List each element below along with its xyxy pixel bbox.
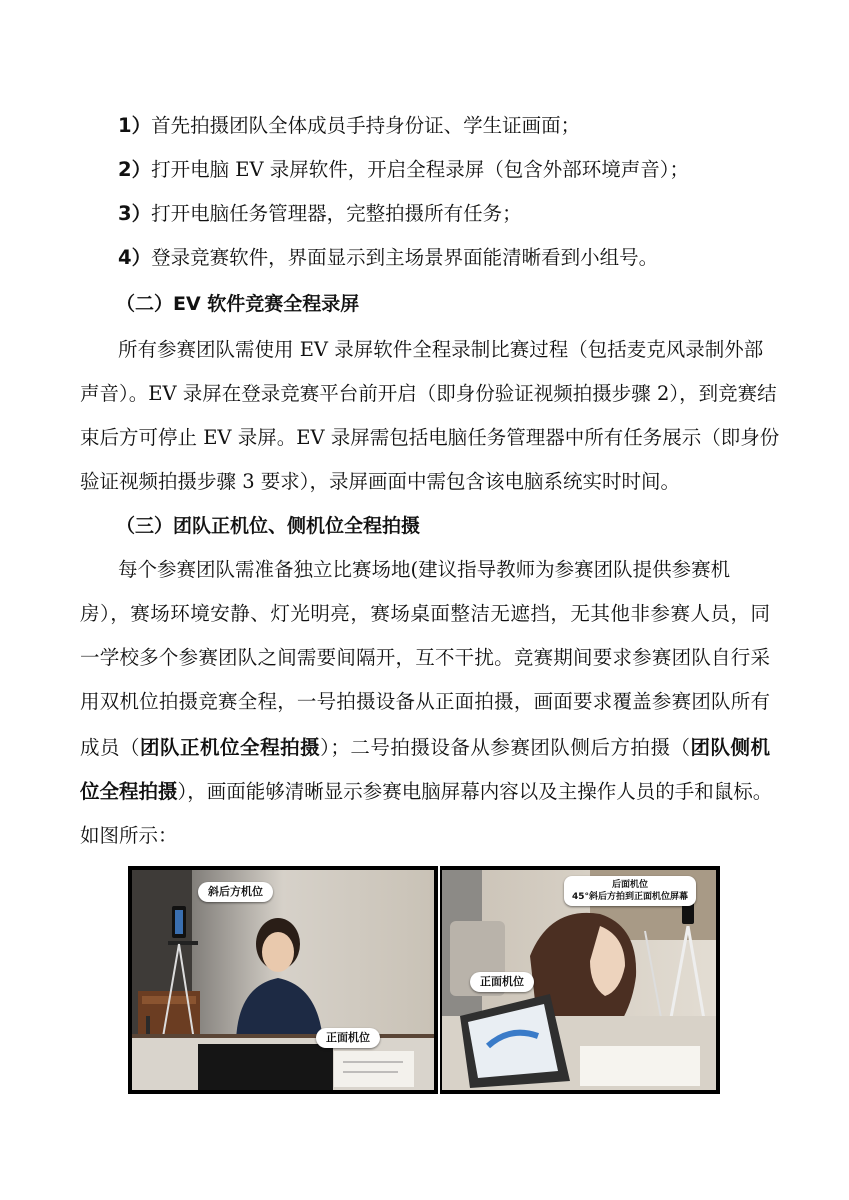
section-3-line-5: 成员（团队正机位全程拍摄）；二号拍摄设备从参赛团队侧后方拍摄（团队侧机 [80, 736, 770, 759]
photo-front-camera-example [128, 866, 438, 1094]
section-3-heading: （三）团队正机位、侧机位全程拍摄 [116, 515, 421, 537]
section-2-heading: （二）EV 软件竞赛全程录屏 [116, 293, 360, 315]
section-3-line-3: 一学校多个参赛团队之间需要间隔开，互不干扰。竞赛期间要求参赛团队自行采 [80, 646, 770, 669]
section-3-line-1: 每个参赛团队需准备独立比赛场地(建议指导教师为参赛团队提供参赛机 [118, 558, 731, 581]
photo-side-camera-example [440, 866, 720, 1094]
section-2-line-4: 验证视频拍摄步骤 3 要求），录屏画面中需包含该电脑系统实时时间。 [80, 470, 681, 493]
label-front-camera-right: 正面机位 [470, 972, 534, 992]
photo-left-illustration [128, 866, 438, 1094]
label-rear-camera: 后面机位 45°斜后方拍到正面机位屏幕 [564, 876, 696, 906]
section-2-line-1: 所有参赛团队需使用 EV 录屏软件全程录制比赛过程（包括麦克风录制外部 [118, 338, 764, 361]
section-3-line-2: 房），赛场环境安静、灯光明亮，赛场桌面整洁无遮挡，无其他非参赛人员，同 [80, 602, 770, 625]
label-front-camera: 正面机位 [316, 1028, 380, 1048]
section-3-line-6: 位全程拍摄），画面能够清晰显示参赛电脑屏幕内容以及主操作人员的手和鼠标。 [80, 780, 773, 803]
section-2-line-2: 声音）。EV 录屏在登录竞赛平台前开启（即身份验证视频拍摄步骤 2），到竞赛结 [80, 382, 777, 405]
step-3: 3）打开电脑任务管理器，完整拍摄所有任务； [118, 202, 522, 225]
step-1: 1）首先拍摄团队全体成员手持身份证、学生证画面； [118, 114, 581, 137]
step-4: 4）登录竞赛软件，界面显示到主场景界面能清晰看到小组号。 [118, 246, 659, 269]
section-2-line-3: 束后方可停止 EV 录屏。EV 录屏需包括电脑任务管理器中所有任务展示（即身份 [80, 426, 780, 449]
step-2: 2）打开电脑 EV 录屏软件，开启全程录屏（包含外部环境声音）； [118, 158, 690, 181]
section-3-line-7: 如图所示： [80, 824, 178, 847]
section-3-line-4: 用双机位拍摄竞赛全程，一号拍摄设备从正面拍摄，画面要求覆盖参赛团队所有 [80, 690, 770, 713]
label-rear-oblique-camera: 斜后方机位 [198, 882, 273, 902]
